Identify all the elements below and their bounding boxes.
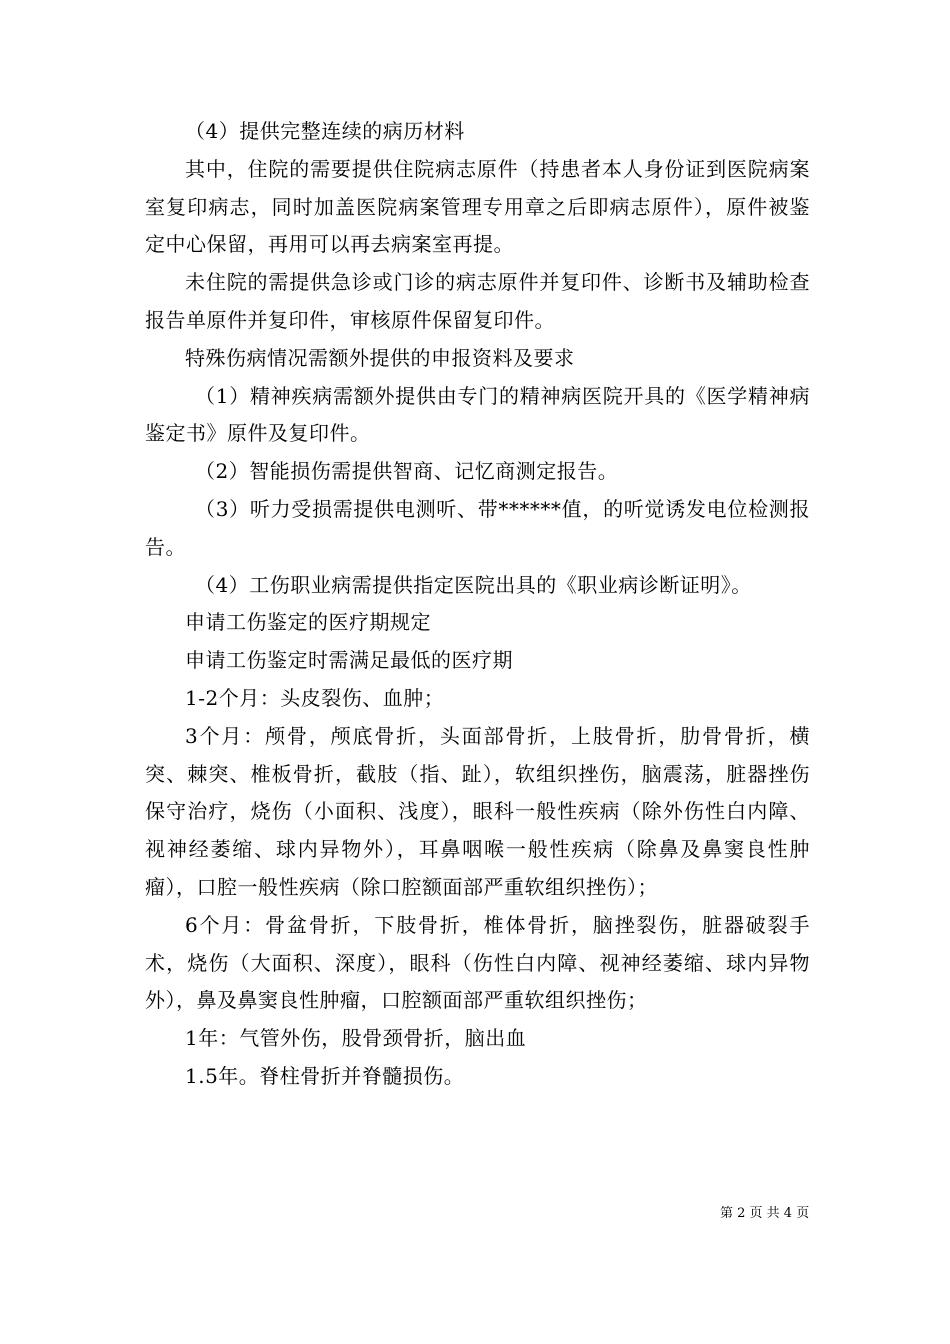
paragraph-occupational-disease: （4）工伤职业病需提供指定医院出具的《职业病诊断证明》。 <box>195 572 752 597</box>
paragraph-minimum-period: 申请工伤鉴定时需满足最低的医疗期 <box>185 648 513 673</box>
paragraph-period-1-2-months: 1-2个月：头皮裂伤、血肿； <box>185 685 445 710</box>
paragraph-intellectual-injury: （2）智能损伤需提供智商、记忆商测定报告。 <box>195 459 619 484</box>
paragraph-inpatient-records: 其中，住院的需要提供住院病志原件（持患者本人身份证到医院病案室复印病志，同时加盖医院病案管理专用章之后即病志原件），原件被鉴定中心保留，再用可以再去病案室再提。 <box>145 156 810 257</box>
paragraph-outpatient-records: 未住院的需提供急诊或门诊的病志原件并复印件、诊断书及辅助检查报告单原件并复印件，审核原件保留复印件。 <box>145 270 810 332</box>
paragraph-hearing-loss: （3）听力受损需提供电测听、带******值，的听觉诱发电位检测报告。 <box>145 496 810 559</box>
document-body <box>145 113 810 1096</box>
paragraph-period-3-months: 3个月：颅骨，颅底骨折，头面部骨折，上肢骨折，肋骨骨折，横突、棘突、椎板骨折，截肢（指、趾），软组织挫伤，脑震荡，脏器挫伤保守治疗，烧伤（小面积、浅度），眼科一般性疾病（除外伤性白内障、视神经萎缩、球内异物外），耳鼻咽喉一般性疾病（除鼻及鼻窦良性肿瘤），口腔一般性疾病（除口腔额面部严重软组织挫伤）； <box>145 723 810 899</box>
page-number-footer: 第 2 页 共 4 页 <box>720 1206 810 1221</box>
paragraph-period-6-months: 6个月：骨盆骨折，下肢骨折，椎体骨折，脑挫裂伤，脏器破裂手术，烧伤（大面积、深度），眼科（伤性白内障、视神经萎缩、球内异物外），鼻及鼻窦良性肿瘤，口腔额面部严重软组织挫伤； <box>145 912 810 1013</box>
paragraph-mental-illness: （1）精神疾病需额外提供由专门的精神病医院开具的《医学精神病鉴定书》原件及复印件。 <box>145 383 810 446</box>
paragraph-medical-records: （4）提供完整连续的病历材料 <box>185 119 465 143</box>
paragraph-period-1-5-years: 1.5年。脊柱骨折并脊髓损伤。 <box>185 1063 465 1088</box>
paragraph-treatment-period-heading: 申请工伤鉴定的医疗期规定 <box>185 610 431 635</box>
paragraph-special-cases-heading: 特殊伤病情况需额外提供的申报资料及要求 <box>185 345 575 370</box>
paragraph-period-1-year: 1年：气管外伤，股骨颈骨折，脑出血 <box>185 1026 527 1051</box>
